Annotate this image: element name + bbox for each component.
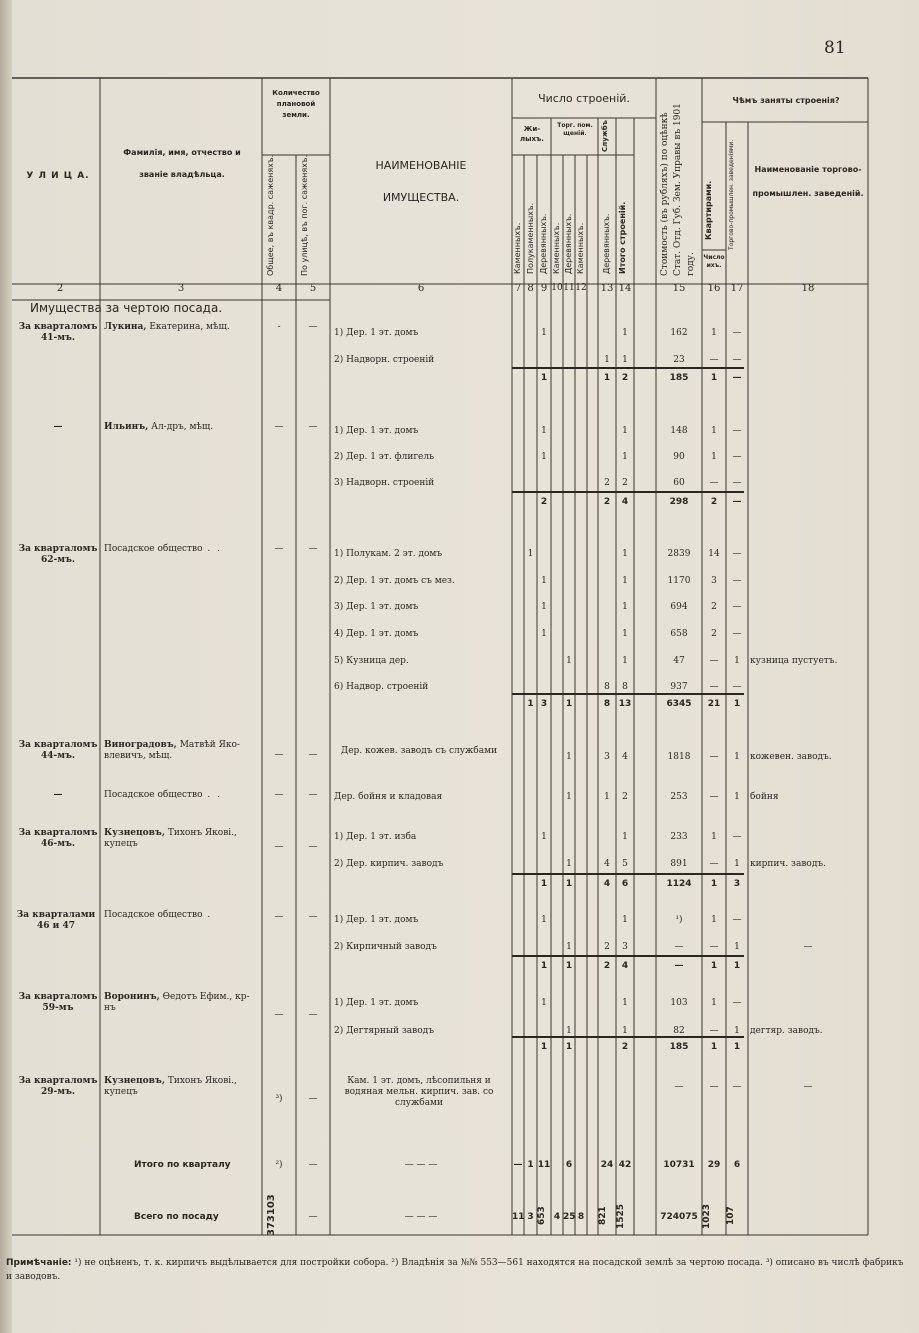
- c12-header: Каменныхъ.: [576, 222, 585, 274]
- footnote: [6, 1256, 906, 1284]
- total-quarter-c9: 11: [537, 1160, 551, 1170]
- item-name: 3) Надворн. строеній: [334, 478, 435, 488]
- subtotal-c17: —: [732, 373, 742, 383]
- property-header: НАИМЕНОВАНІЕ ИМУЩЕСТВА.: [375, 159, 467, 204]
- item-c16: 1: [711, 998, 717, 1008]
- item-c16: 2: [711, 602, 717, 612]
- colnum: 10: [551, 283, 563, 293]
- subtotal-c15: 1124: [666, 879, 692, 889]
- item-name: 2) Кирпичный заводъ: [334, 942, 437, 952]
- item-name: 1) Дер. 1 эт. домъ: [334, 426, 419, 436]
- colnum: 7: [514, 283, 522, 294]
- item-c15: ¹): [675, 915, 683, 925]
- item-c16: 1: [711, 328, 717, 338]
- item-c14: 4: [622, 752, 628, 762]
- total-quarter-c14: 42: [618, 1160, 632, 1170]
- entry-land: —: [274, 544, 284, 554]
- item-c14: 1: [622, 426, 628, 436]
- colnum: 4: [275, 283, 283, 294]
- apartments-header: Квартирами.: [704, 180, 713, 240]
- colnum: 12: [575, 283, 587, 293]
- item-c9: 1: [541, 832, 547, 842]
- item-c14: 3: [622, 942, 628, 952]
- item-c15: 47: [673, 656, 685, 666]
- trade-name-header: Наименованіе торгово-промышлен. заведеній.: [752, 165, 864, 198]
- subtotal-c14: 4: [621, 497, 629, 507]
- item-c14: 1: [622, 452, 628, 462]
- item-c15: 103: [670, 998, 688, 1008]
- total-posad-c15: 724075: [660, 1212, 698, 1222]
- item-c9: 1: [541, 629, 547, 639]
- subtotal-c13: 8: [603, 699, 611, 709]
- item-c15: 2839: [667, 549, 691, 559]
- entry-owner: [104, 992, 258, 1014]
- subtotal-c17: —: [732, 497, 742, 507]
- item-c17: —: [732, 355, 742, 365]
- c7-header: Каменныхъ.: [513, 222, 522, 274]
- total-quarter-c17: 6: [733, 1160, 741, 1170]
- entry-land-street: —: [308, 790, 318, 800]
- entry-owner: Посадское общество . .: [104, 790, 222, 800]
- total-posad-c13: 821: [598, 1206, 608, 1226]
- land-sq-header: Общее, въ квадр. саженяхъ.: [266, 154, 275, 276]
- colnum: 16: [707, 283, 721, 294]
- total-quarter-c13: 24: [600, 1160, 614, 1170]
- item-c15: 658: [670, 629, 688, 639]
- street-header: У Л И Ц А.: [26, 171, 90, 181]
- entry-owner: [104, 322, 230, 333]
- entry-street: За кварталомъ 62-мъ.: [18, 544, 98, 565]
- item-c15: 1818: [667, 752, 691, 762]
- item-name: 2) Дер. 1 эт. флигель: [334, 452, 434, 462]
- item-establishment: кирпич. заводъ.: [750, 859, 826, 869]
- item-c9: 1: [541, 602, 547, 612]
- total-quarter-c15: 10731: [663, 1160, 695, 1170]
- item-c17: 1: [734, 942, 740, 952]
- entry-street: —: [53, 790, 63, 800]
- item-c15: 233: [670, 832, 688, 842]
- entry-owner: Посадское общество .: [104, 910, 213, 920]
- item-c16: 1: [711, 915, 717, 925]
- subtotal-c15: 185: [669, 1042, 689, 1052]
- entry-street: За кварталомъ 59-мъ: [18, 992, 98, 1013]
- entry-owner: [104, 740, 258, 762]
- item-c14: 8: [622, 682, 628, 692]
- item-c16: 1: [711, 452, 717, 462]
- item-c16: 1: [711, 426, 717, 436]
- total-quarter-c11: 6: [565, 1160, 573, 1170]
- residential-header: Жилыхъ.: [520, 125, 544, 143]
- entry-owner-rest: Посадское общество: [104, 790, 203, 800]
- entry-land-street: —: [308, 322, 318, 332]
- entry-street: За кварталами 46 и 47: [16, 910, 96, 931]
- item-c14: 1: [622, 915, 628, 925]
- entry-owner: [104, 422, 213, 433]
- item-c14: 1: [622, 355, 628, 365]
- item-c17: 1: [734, 752, 740, 762]
- buildings-header: Число строеній.: [538, 92, 630, 105]
- item-c13: 8: [604, 682, 610, 692]
- item-c11: 1: [566, 942, 572, 952]
- item-c17: —: [732, 682, 742, 692]
- subtotal-c11: 1: [565, 961, 573, 971]
- subtotal-c17: 1: [733, 699, 741, 709]
- colnum: 18: [801, 283, 815, 294]
- entry-street: За кварталомъ 41-мъ.: [18, 322, 98, 343]
- subtotal-c16: 1: [710, 373, 718, 383]
- item-c17: —: [732, 832, 742, 842]
- item-c16: —: [709, 942, 719, 952]
- entry-owner-surname: Кузнецовъ,: [104, 1076, 165, 1086]
- item-name: 1) Дер. 1 эт. домъ: [334, 328, 419, 338]
- c13-header: Деревянныхъ.: [602, 213, 611, 274]
- total-posad-c8: 3: [527, 1212, 534, 1222]
- item-c15: 60: [673, 478, 685, 488]
- item-c16: —: [709, 752, 719, 762]
- subtotal-c13: 4: [603, 879, 611, 889]
- item-c15: 90: [673, 452, 685, 462]
- item-c13: 4: [604, 859, 610, 869]
- item-name: 2) Надворн. строеній: [334, 355, 435, 365]
- item-c13: 1: [604, 355, 610, 365]
- item-c11: 1: [566, 1026, 572, 1036]
- c8-header: Полукаменныхъ.: [526, 202, 535, 274]
- entry-land: ³): [275, 1094, 283, 1104]
- subtotal-c9: 1: [540, 373, 548, 383]
- item-c17: —: [732, 998, 742, 1008]
- item-c16: —: [709, 1026, 719, 1036]
- colnum: 6: [417, 283, 425, 294]
- total-posad-item: — — —: [404, 1212, 438, 1222]
- item-name: 4) Дер. 1 эт. домъ: [334, 629, 419, 639]
- item-c15: 937: [670, 682, 688, 692]
- item-c11: 1: [566, 859, 572, 869]
- colnum: 13: [600, 283, 614, 294]
- entry-land: —: [274, 1010, 284, 1020]
- item-c9: 1: [541, 328, 547, 338]
- item-c9: 1: [541, 452, 547, 462]
- subtotal-c9: 1: [540, 1042, 548, 1052]
- item-name: 5) Кузница дер.: [334, 656, 409, 666]
- entry-land: —: [274, 912, 284, 922]
- item-c14: 1: [622, 549, 628, 559]
- item-establishment: дегтяр. заводъ.: [750, 1026, 823, 1036]
- item-c16: —: [709, 792, 719, 802]
- entry-owner-surname: Кузнецовъ,: [104, 828, 165, 838]
- entry-owner: [104, 1076, 258, 1098]
- item-c17: —: [732, 549, 742, 559]
- entry-land: —: [274, 842, 284, 852]
- item-c17: 1: [734, 656, 740, 666]
- item-c16: 1: [711, 832, 717, 842]
- subtotal-c14: 4: [621, 961, 629, 971]
- subtotal-c15: 298: [669, 497, 689, 507]
- item-c17: —: [732, 576, 742, 586]
- colnum: 11: [563, 283, 575, 293]
- entry-land: -: [277, 322, 281, 332]
- entry-owner: Посадское общество . .: [104, 544, 222, 554]
- total-quarter-c7: —: [513, 1160, 523, 1170]
- item-c17: —: [732, 328, 742, 338]
- total-quarter-c8: 1: [527, 1160, 534, 1170]
- entry-owner: [104, 828, 258, 850]
- subtotal-c14: 2: [621, 373, 629, 383]
- entry-land-street: —: [308, 1010, 318, 1020]
- entry-street: За кварталомъ 29-мъ.: [18, 1076, 98, 1097]
- c9-header: Деревянныхъ.: [539, 213, 548, 274]
- entry-owner-surname: Виноградовъ,: [104, 740, 177, 750]
- entry-land: —: [274, 750, 284, 760]
- total-posad-c10: 4: [553, 1212, 561, 1222]
- item-establishment: —: [803, 942, 813, 952]
- item-c14: 1: [622, 602, 628, 612]
- count-header: Число ихъ.: [703, 254, 725, 269]
- item-name: Кам. 1 эт. домъ, лѣсопильня и водяная мельн. кирпич. зав. со службами: [344, 1076, 494, 1108]
- subtotal-c17: 3: [733, 879, 741, 889]
- item-c9: 1: [541, 998, 547, 1008]
- total-posad-c7: 11: [512, 1212, 525, 1222]
- item-c16: 2: [711, 629, 717, 639]
- total-posad-c12: 8: [577, 1212, 585, 1222]
- land-street-header: По улицѣ, въ пог. саженяхъ.: [300, 154, 309, 276]
- colnum: 8: [527, 283, 534, 294]
- item-name: Дер. кожев. заводъ съ службами: [340, 746, 498, 756]
- item-c16: —: [709, 355, 719, 365]
- item-name: 2) Дегтярный заводъ: [334, 1026, 434, 1036]
- item-c9: 1: [541, 576, 547, 586]
- item-name: 1) Дер. 1 эт. домъ: [334, 915, 419, 925]
- item-c14: 5: [622, 859, 628, 869]
- footnote-text: ¹) не оцѣненъ, т. к. кирпичъ выдѣлывается для постройки собора. ²) Владѣнія за №№ 553—561 находятся на посадской землѣ за чертою посада. ³) описано въ числѣ фабрикъ и заводовъ.: [6, 1258, 904, 1282]
- entry-owner-rest: Тихонъ Якові., купецъ: [104, 1076, 237, 1097]
- entry-land-street: —: [308, 1094, 318, 1104]
- subtotal-c14: 2: [621, 1042, 629, 1052]
- item-c15: 82: [673, 1026, 685, 1036]
- item-c17: —: [732, 1082, 742, 1092]
- entry-owner-rest: Ѳедотъ Ефим., кр-нъ: [104, 992, 250, 1013]
- subtotal-c17: 1: [733, 961, 741, 971]
- total-posad-c17: 107: [726, 1206, 736, 1226]
- colnum: 5: [309, 283, 317, 294]
- subtotal-c13: 2: [603, 961, 611, 971]
- entry-owner-rest: Ал-дръ, мѣщ.: [151, 422, 214, 432]
- item-name: 3) Дер. 1 эт. домъ: [334, 602, 419, 612]
- item-c16: —: [709, 859, 719, 869]
- item-c13: 2: [604, 478, 610, 488]
- footnote-label: Примѣчаніе:: [6, 1258, 72, 1268]
- total-posad-land-street: —: [308, 1212, 318, 1222]
- item-c15: 148: [670, 426, 688, 436]
- item-c14: 2: [622, 792, 628, 802]
- item-c9: 1: [541, 915, 547, 925]
- item-name: 1) Дер. 1 эт. домъ: [334, 998, 419, 1008]
- section-title: Имущества за чертою посада.: [30, 301, 223, 315]
- item-c16: —: [709, 1082, 719, 1092]
- item-name: 1) Полукам. 2 эт. домъ: [334, 549, 443, 559]
- total-quarter-item: — — —: [404, 1160, 438, 1170]
- item-c16: —: [709, 682, 719, 692]
- item-c17: 1: [734, 1026, 740, 1036]
- item-establishment: бойня: [750, 792, 779, 802]
- item-c17: 1: [734, 792, 740, 802]
- item-c15: 694: [670, 602, 688, 612]
- entry-land: —: [274, 790, 284, 800]
- subtotal-c13: 2: [603, 497, 611, 507]
- item-c13: 1: [604, 792, 610, 802]
- entry-street: За кварталомъ 44-мъ.: [18, 740, 98, 761]
- item-c14: 1: [622, 832, 628, 842]
- subtotal-c14: 6: [621, 879, 629, 889]
- subtotal-c15: 185: [669, 373, 689, 383]
- subtotal-c9: 2: [540, 497, 548, 507]
- subtotal-c8: 1: [527, 699, 534, 709]
- owner-header: Фамилія, имя, отчество и званіе владѣльца.: [123, 148, 241, 179]
- entry-street: За кварталомъ 46-мъ.: [18, 828, 98, 849]
- item-c13: 3: [604, 752, 610, 762]
- subtotal-c13: 1: [603, 373, 611, 383]
- item-c11: 1: [566, 792, 572, 802]
- colnum: 14: [618, 283, 632, 294]
- total-quarter-land-street: —: [308, 1160, 318, 1170]
- trade-header: Торгово-промышлен. заведеніями.: [728, 139, 735, 250]
- land-header: Количество плановой земли.: [272, 89, 320, 119]
- entry-street: —: [53, 422, 63, 432]
- subtotal-c9: 1: [540, 879, 548, 889]
- entry-owner-rest: Тихонъ Якові., купецъ: [104, 828, 237, 849]
- item-c14: 1: [622, 998, 628, 1008]
- subtotal-c16: 1: [710, 1042, 718, 1052]
- item-c17: —: [732, 478, 742, 488]
- item-c13: 2: [604, 942, 610, 952]
- subtotal-c16: 21: [707, 699, 721, 709]
- item-c15: 23: [673, 355, 685, 365]
- item-c17: —: [732, 426, 742, 436]
- occupied-header: Чѣмъ заняты строенія?: [732, 96, 840, 105]
- item-c15: 891: [670, 859, 688, 869]
- entry-owner-rest: Посадское общество: [104, 910, 203, 920]
- subtotal-c9: 1: [540, 961, 548, 971]
- entry-land-street: —: [308, 422, 318, 432]
- item-c14: 1: [622, 656, 628, 666]
- subtotal-c16: 1: [710, 961, 718, 971]
- item-establishment: кузница пустуетъ.: [750, 656, 838, 666]
- c11-header: Деревянныхъ.: [564, 213, 573, 274]
- colnum: 9: [540, 283, 548, 294]
- total-quarter-c16: 29: [707, 1160, 721, 1170]
- entry-land-street: —: [308, 912, 318, 922]
- item-c11: 1: [566, 656, 572, 666]
- page-number: 81: [824, 38, 846, 58]
- entry-owner-surname: Ильинъ,: [104, 422, 149, 432]
- item-c9: 1: [541, 426, 547, 436]
- colnum: 15: [672, 283, 686, 294]
- item-name: 2) Дер. кирпич. заводъ: [334, 859, 444, 869]
- item-name: Дер. бойня и кладовая: [334, 792, 443, 802]
- entry-owner-surname: Воронинъ,: [104, 992, 160, 1002]
- item-c16: —: [709, 656, 719, 666]
- item-c16: 3: [711, 576, 717, 586]
- item-name: 1) Дер. 1 эт. изба: [334, 832, 417, 842]
- total-posad-c16: 1023: [702, 1203, 712, 1229]
- total-posad-land: 373103: [266, 1194, 277, 1236]
- item-c14: 2: [622, 478, 628, 488]
- item-c15: —: [674, 942, 684, 952]
- value-header: Стоимость (въ рубляхъ) по оцѣнкѣ Стат. Отд. Губ. Зем. Управы въ 1901 году.: [660, 103, 696, 276]
- subtotal-c11: 1: [565, 699, 573, 709]
- total-quarter-land: ²): [275, 1160, 283, 1170]
- subtotal-c14: 13: [618, 699, 632, 709]
- total-posad-label: Всего по посаду: [134, 1212, 219, 1222]
- c14-header: Итого строеній.: [618, 201, 627, 274]
- total-quarter-label: Итого по кварталу: [134, 1160, 231, 1170]
- item-c14: 1: [622, 629, 628, 639]
- entry-land-street: —: [308, 842, 318, 852]
- item-establishment: —: [803, 1082, 813, 1092]
- item-c8: 1: [527, 549, 534, 559]
- subtotal-c15: 6345: [666, 699, 692, 709]
- colnum: 17: [730, 283, 744, 294]
- item-c17: —: [732, 602, 742, 612]
- item-c15: 1170: [667, 576, 691, 586]
- entry-owner-rest: Посадское общество: [104, 544, 203, 554]
- subtotal-c11: 1: [565, 879, 573, 889]
- subtotal-c11: 1: [565, 1042, 573, 1052]
- colnum: 2: [56, 283, 64, 294]
- entry-owner-surname: Лукина,: [104, 322, 147, 332]
- item-c17: —: [732, 629, 742, 639]
- item-c17: 1: [734, 859, 740, 869]
- total-posad-c14: 1525: [616, 1203, 626, 1229]
- subtotal-c9: 3: [540, 699, 548, 709]
- item-c16: 14: [708, 549, 720, 559]
- c10-header: Каменныхъ.: [552, 222, 561, 274]
- entry-land-street: —: [308, 750, 318, 760]
- item-c11: 1: [566, 752, 572, 762]
- item-establishment: кожевен. заводъ.: [750, 752, 832, 762]
- item-c14: 1: [622, 328, 628, 338]
- item-name: 6) Надвор. строеній: [334, 682, 429, 692]
- item-c15: 253: [670, 792, 688, 802]
- total-posad-c9: 653: [537, 1206, 547, 1226]
- item-c14: 1: [622, 1026, 628, 1036]
- item-c15: —: [674, 1082, 684, 1092]
- subtotal-c16: 1: [710, 879, 718, 889]
- total-posad-c11: 25: [563, 1212, 576, 1222]
- entry-land-street: —: [308, 544, 318, 554]
- colnum: 3: [177, 283, 185, 294]
- item-c15: 162: [670, 328, 688, 338]
- entry-owner-rest: Екатерина, мѣщ.: [149, 322, 230, 332]
- service-header: Службъ: [601, 120, 609, 152]
- item-name: 2) Дер. 1 эт. домъ съ мез.: [334, 576, 455, 586]
- item-c14: 1: [622, 576, 628, 586]
- commercial-header: Торг. пом. щеній.: [557, 122, 593, 137]
- entry-owner-rest: Матвѣй Яковлевичъ, мѣщ.: [104, 740, 240, 761]
- item-c16: —: [709, 478, 719, 488]
- item-c17: —: [732, 915, 742, 925]
- item-c17: —: [732, 452, 742, 462]
- subtotal-c16: 2: [710, 497, 718, 507]
- subtotal-c17: 1: [733, 1042, 741, 1052]
- entry-land: —: [274, 422, 284, 432]
- subtotal-c15: —: [674, 961, 684, 971]
